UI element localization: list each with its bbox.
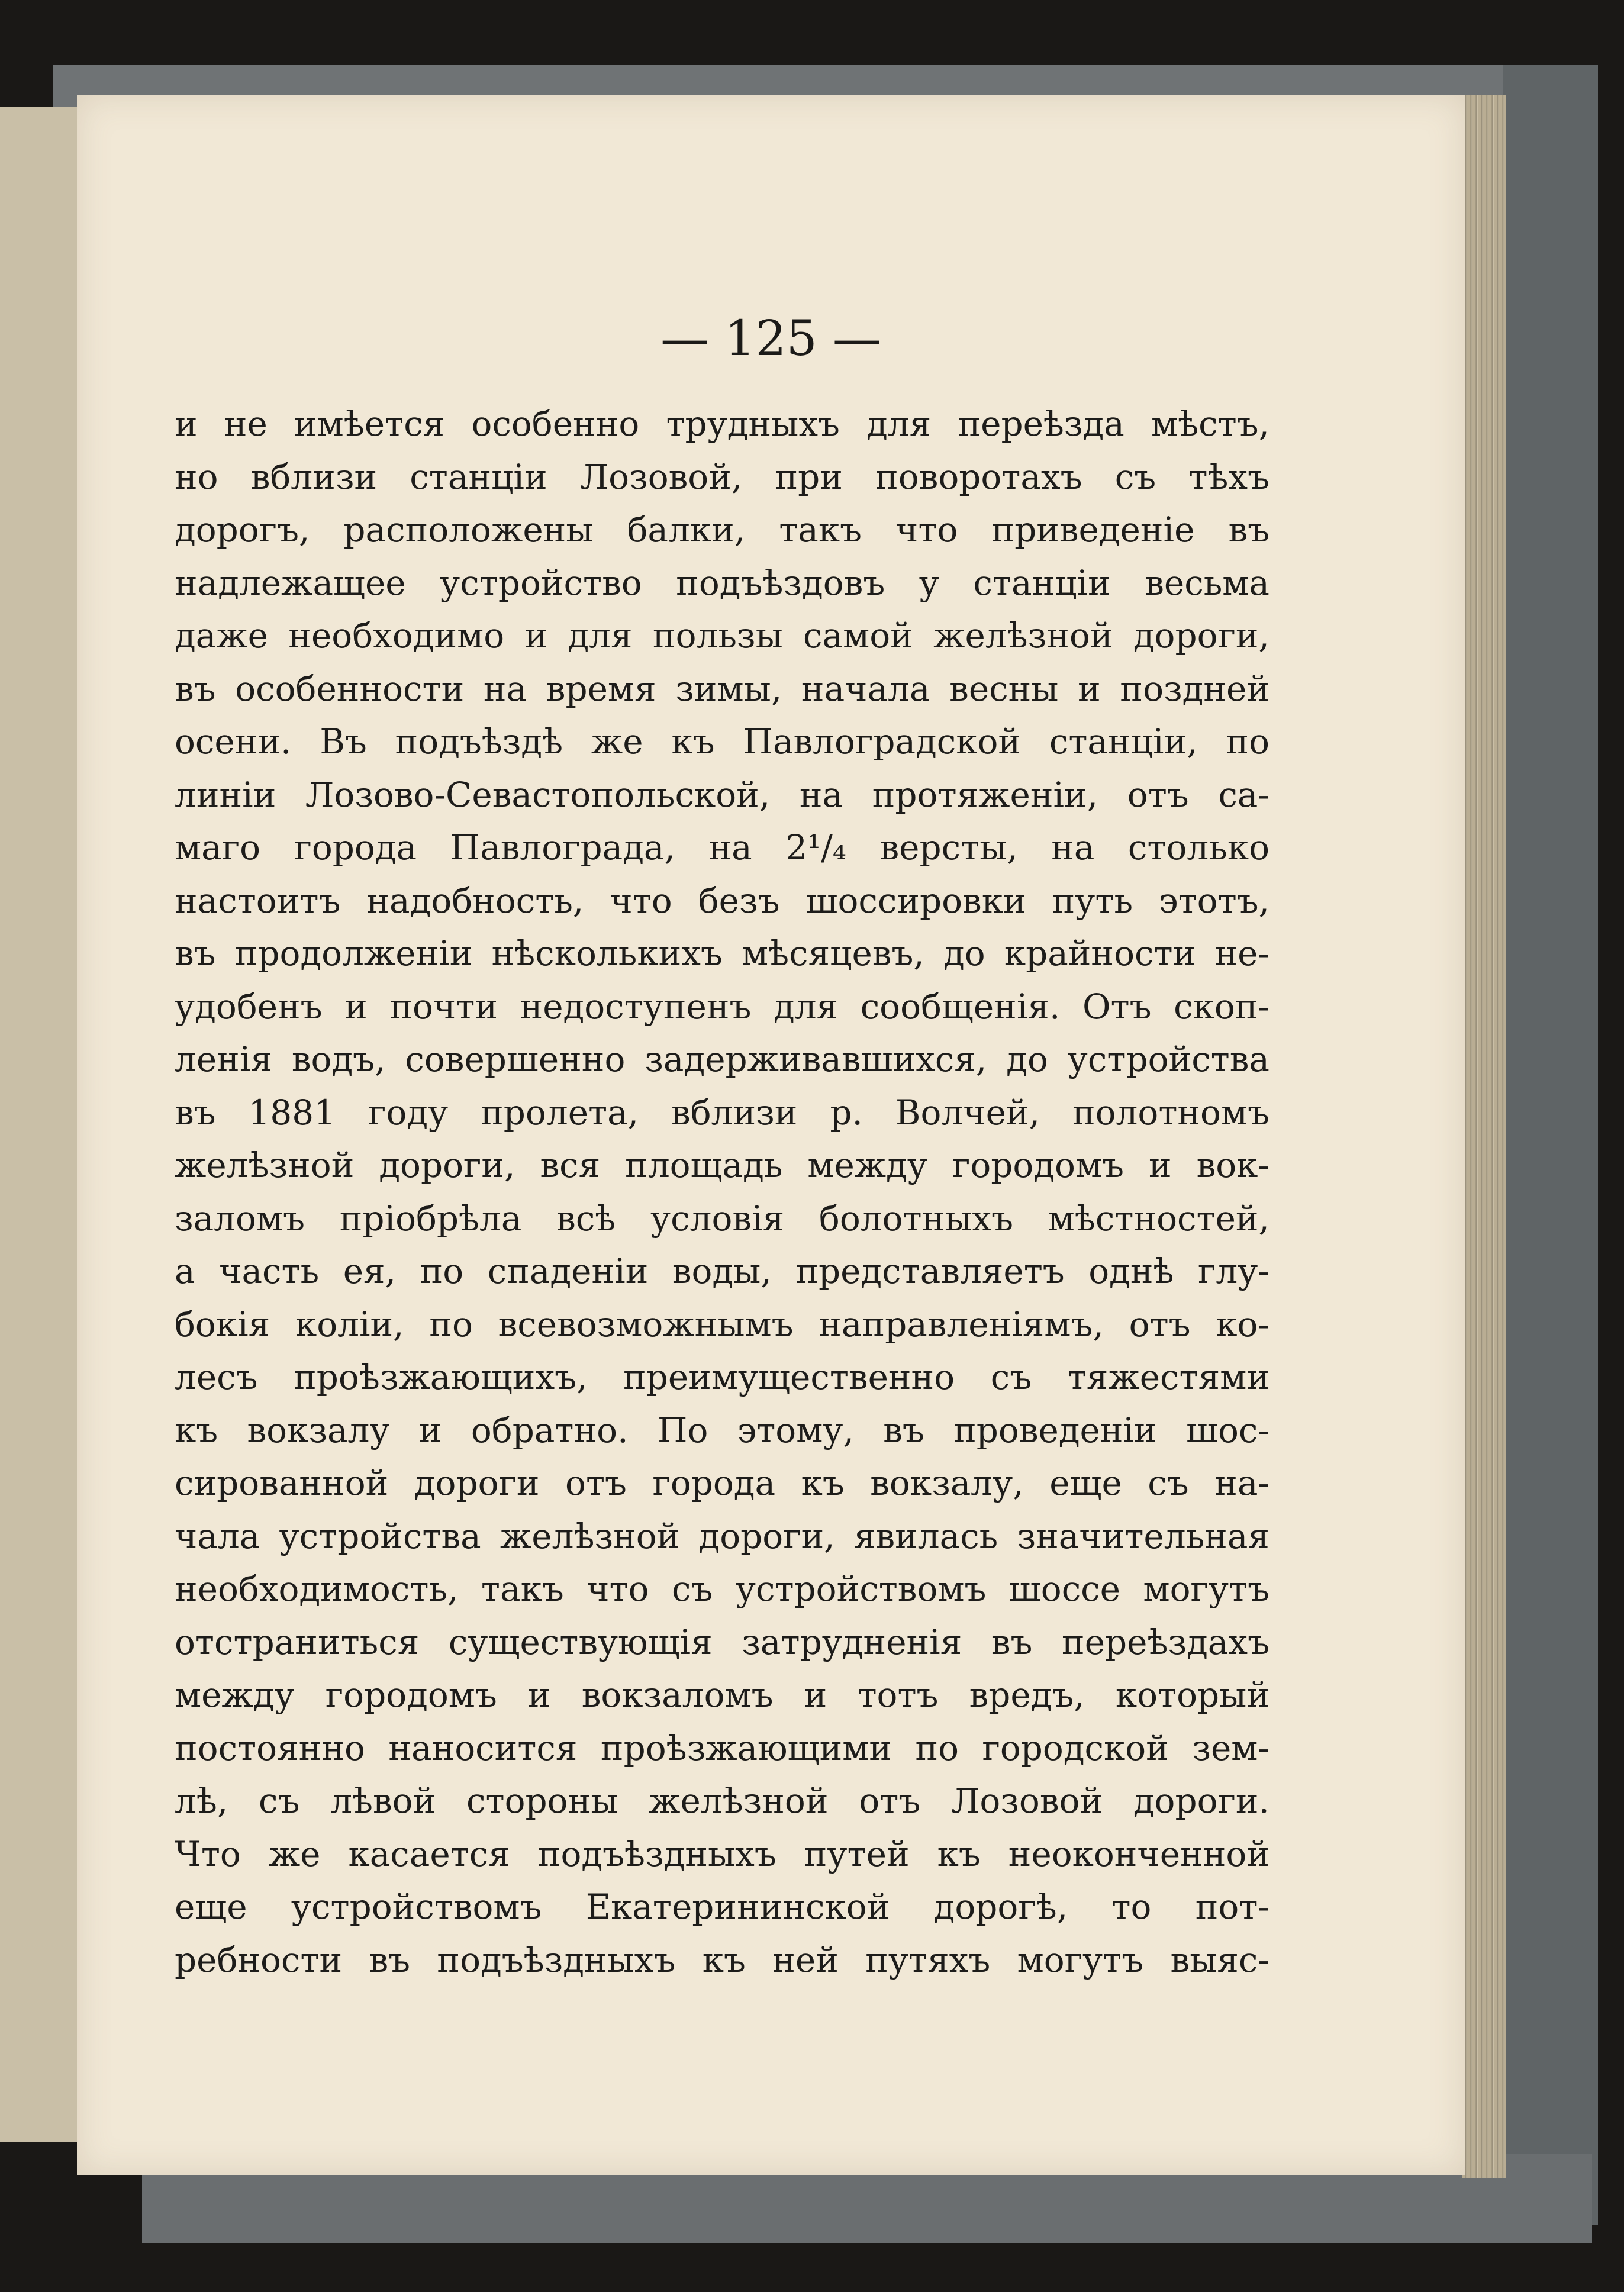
text-line: лѣ, съ лѣвой стороны желѣзной отъ Лозовой дороги.: [175, 1781, 1269, 1821]
text-line: маго города Павлограда, на 2¹/₄ версты, на столько: [175, 827, 1269, 868]
body-text: [175, 398, 1269, 1987]
text-line: осени. Въ подъѣздѣ же къ Павлоградской станціи, по: [175, 721, 1269, 762]
page-number: — 125 —: [660, 311, 881, 367]
text-line: дорогъ, расположены балки, такъ что приведеніе въ: [175, 510, 1269, 550]
text-line: желѣзной дороги, вся площадь между городомъ и вок-: [175, 1145, 1269, 1185]
text-line: необходимость, такъ что съ устройствомъ шоссе могутъ: [175, 1569, 1269, 1609]
text-line: между городомъ и вокзаломъ и тотъ вредъ, который: [175, 1675, 1269, 1715]
text-line: надлежащее устройство подъѣздовъ у станціи весьма: [175, 562, 1269, 603]
text-line: но вблизи станціи Лозовой, при поворотахъ съ тѣхъ: [175, 456, 1269, 497]
text-line: ребности въ подъѣздныхъ къ ней путяхъ могутъ выяс-: [175, 1939, 1269, 1980]
text-line: и не имѣется особенно трудныхъ для переѣзда мѣстъ,: [175, 404, 1269, 444]
previous-page-edge: [0, 107, 80, 2142]
text-line: линіи Лозово-Севастопольской, на протяженіи, отъ са-: [175, 774, 1269, 815]
text-line: лесъ проѣзжающихъ, преимущественно съ тяжестями: [175, 1357, 1269, 1397]
text-line: сированной дороги отъ города къ вокзалу, еще съ на-: [175, 1463, 1269, 1503]
text-line: къ вокзалу и обратно. По этому, въ проведеніи шос-: [175, 1410, 1269, 1450]
text-line: а часть ея, по спаденіи воды, представляетъ однѣ глу-: [175, 1251, 1269, 1291]
text-line: постоянно наносится проѣзжающими по городской зем-: [175, 1727, 1269, 1768]
text-line: бокія коліи, по всевозможнымъ направленіямъ, отъ ко-: [175, 1304, 1269, 1345]
text-line: даже необходимо и для пользы самой желѣзной дороги,: [175, 615, 1269, 656]
text-line: въ продолженіи нѣсколькихъ мѣсяцевъ, до крайности не-: [175, 933, 1269, 973]
text-line: удобенъ и почти недоступенъ для сообщенія. Отъ скоп-: [175, 986, 1269, 1027]
text-line: еще устройствомъ Екатерининской дорогѣ, то пот-: [175, 1887, 1269, 1927]
text-line: Что же касается подъѣздныхъ путей къ неоконченной: [175, 1833, 1269, 1874]
text-line: ленія водъ, совершенно задерживавшихся, до устройства: [175, 1039, 1269, 1079]
text-line: настоитъ надобность, что безъ шоссировки путь этотъ,: [175, 880, 1269, 921]
text-line: чала устройства желѣзной дороги, явилась значительная: [175, 1516, 1269, 1556]
page-stack-edges: [1462, 95, 1506, 2178]
book-cover-right: [1503, 65, 1598, 2225]
text-line: въ особенности на время зимы, начала весны и поздней: [175, 668, 1269, 709]
text-line: заломъ пріобрѣла всѣ условія болотныхъ мѣстностей,: [175, 1198, 1269, 1239]
text-line: въ 1881 году пролета, вблизи р. Волчей, полотномъ: [175, 1092, 1269, 1133]
book-page: [77, 95, 1465, 2175]
text-line: отстраниться существующія затрудненія въ переѣздахъ: [175, 1622, 1269, 1662]
